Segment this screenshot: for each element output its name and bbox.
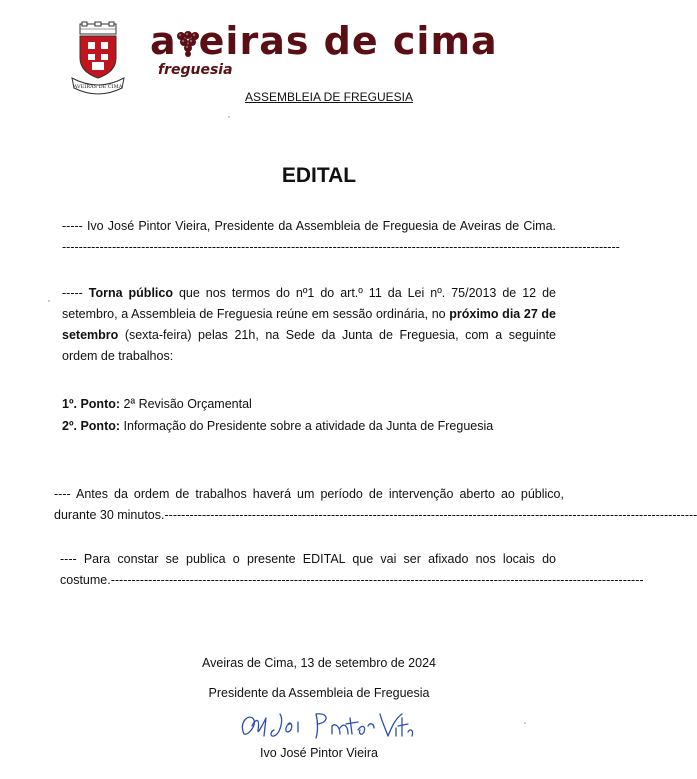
handwritten-signature bbox=[236, 708, 416, 744]
page-title: EDITAL bbox=[281, 164, 357, 187]
brand-part1: a bbox=[150, 19, 177, 63]
public-intervention-dashes: -------------------------------------------------------------------------------------------------------------------------------- bbox=[164, 508, 697, 522]
scan-speck bbox=[524, 722, 526, 724]
intro-dashes: -------------------------------------------------------------------------------------------------------------------------------------- bbox=[62, 240, 620, 254]
agenda-text: Informação do Presidente sobre a atividade da Junta de Freguesia bbox=[120, 419, 494, 433]
announcement-paragraph bbox=[62, 283, 556, 367]
announcement-lead: ----- bbox=[62, 286, 89, 300]
announcement-bold2: próximo dia 27 de setembro bbox=[62, 307, 556, 342]
agenda-item bbox=[62, 416, 556, 437]
intro-paragraph bbox=[62, 216, 620, 258]
crest-caption: AVEIRAS DE CIMA bbox=[73, 84, 123, 90]
agenda-item bbox=[62, 394, 556, 415]
announcement-text1: que nos termos do nº1 do art.º 11 da Lei nº. 75/2013 de 12 de setembro, a Assembleia de Freguesia reúne em sessão ordinária, no bbox=[62, 286, 556, 321]
posting-text: ---- Para constar se publica o presente EDITAL que vai ser afixado nos locais do costume. bbox=[60, 552, 556, 587]
coat-of-arms-icon bbox=[68, 22, 128, 94]
agenda-text: 2ª Revisão Orçamental bbox=[120, 397, 252, 411]
brand-subtitle: freguesia bbox=[158, 62, 233, 78]
brand-part2: eiras de cima bbox=[198, 19, 498, 63]
grape-icon bbox=[175, 30, 201, 58]
signatory-role: Presidente da Assembleia de Freguesia bbox=[208, 686, 430, 700]
agenda-label: 1º. Ponto: bbox=[62, 397, 121, 411]
public-intervention-text: ---- Antes da ordem de trabalhos haverá um período de intervenção aberto ao público, durante 30 minutos. bbox=[54, 487, 564, 522]
scan-speck bbox=[48, 300, 50, 302]
scan-speck bbox=[228, 116, 230, 118]
posting-dashes: -------------------------------------------------------------------------------------------------------------------------------- bbox=[110, 573, 644, 587]
assembly-header: ASSEMBLEIA DE FREGUESIA bbox=[244, 90, 414, 104]
document-date: Aveiras de Cima, 13 de setembro de 2024 bbox=[202, 656, 436, 670]
agenda-label: 2º. Ponto: bbox=[62, 419, 121, 433]
announcement-text2: (sexta-feira) pelas 21h, na Sede da Junta de Freguesia, com a seguinte ordem de trabalhos: bbox=[62, 328, 556, 363]
brand-logo bbox=[150, 19, 498, 63]
posting-paragraph bbox=[60, 549, 644, 591]
intro-text: ----- Ivo José Pintor Vieira, Presidente da Assembleia de Freguesia de Aveiras de Cima. bbox=[62, 219, 556, 233]
signatory-name: Ivo José Pintor Vieira bbox=[260, 746, 378, 760]
announcement-bold1: Torna público bbox=[88, 286, 173, 300]
public-intervention-paragraph bbox=[54, 484, 697, 526]
